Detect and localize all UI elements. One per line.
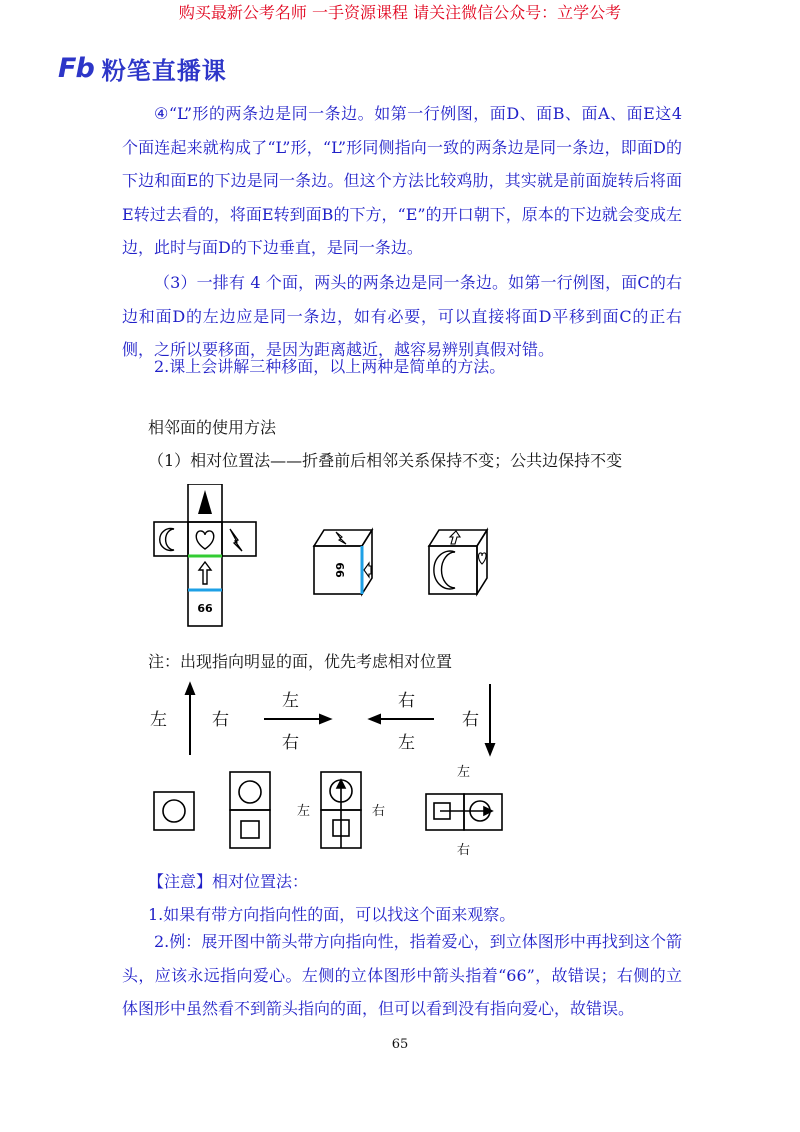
paragraph-row-of-four: （3）一排有 4 个面，两头的两条边是同一条边。如第一行例图，面C的右边和面D的左边应是同一条边，如有必要，可以直接将面D平移到面C的正右侧，之所以要移面，是因为距离越近，越容易辨别真假对错。 <box>122 273 682 359</box>
label-left-2: 左 <box>282 691 299 711</box>
cube-left-label: 66 <box>333 562 346 578</box>
attention-item-2: 2.例：展开图中箭头带方向指向性，指着爱心，到立体图形中再找到这个箭头，应该永远指向爱心。左侧的立体图形中箭头指着“66”，故错误；右侧的立体图形中虽然看不到箭头指向的面，但可以看到没有指向爱心，故错误。 <box>122 932 682 1018</box>
attention-item-1: 1.如果有带方向指向性的面，可以找这个面来观察。 <box>148 905 516 924</box>
label-right-5: 右 <box>372 804 386 819</box>
cube-left-arrow-icon <box>364 563 371 577</box>
cube-net-figure <box>150 484 510 634</box>
label-right-3: 右 <box>398 691 415 711</box>
cube-right-arrow-icon <box>450 531 460 544</box>
label-left-5: 左 <box>457 765 471 780</box>
note-line: 注：出现指向明显的面，优先考虑相对位置 <box>148 652 453 671</box>
promo-banner: 购买最新公考名师 一手资源课程 请关注微信公众号：立学公考 <box>178 3 622 22</box>
label-right-6: 右 <box>457 843 471 858</box>
section-subtitle: （1）相对位置法——折叠前后相邻关系保持不变；公共边保持不变 <box>148 451 623 470</box>
section-title: 相邻面的使用方法 <box>148 418 277 437</box>
label-left-4: 左 <box>297 804 311 819</box>
relative-position-figure <box>140 760 520 860</box>
moon-icon <box>160 529 174 551</box>
cube-right <box>429 530 487 594</box>
up-arrow-icon <box>199 562 211 584</box>
brand-logo <box>58 52 227 84</box>
label-left-3: 左 <box>398 733 415 753</box>
cube-left-lightning-icon <box>336 532 346 544</box>
paragraph-l-shape: ④“L”形的两条边是同一条边。如第一行例图，面D、面B、面A、面E这4 个面连起来就构成了“L”形，“L”形同侧指向一致的两条边是同一条边，即面D的下边和面E的下边是同一条边。但这个方法比较鸡肋，其实就是前面旋转后将面E转过去看的，将面E转到面B的下方，“E”的开口朝下，原本的下边就会变成左边，此时与面D的下边垂直，是同一条边。 <box>122 104 682 257</box>
attention-heading: 【注意】相对位置法： <box>148 872 309 891</box>
label-right-4: 右 <box>462 710 479 730</box>
paragraph-move-methods: 2.课上会讲解三种移面，以上两种是简单的方法。 <box>154 357 506 376</box>
label-right-2: 右 <box>282 733 299 753</box>
logo-mark: Fb <box>58 52 94 84</box>
heart-icon <box>196 531 214 549</box>
label-left-1: 左 <box>150 710 167 730</box>
cube-right-moon-icon <box>434 551 455 589</box>
lightning-icon <box>230 529 242 551</box>
cube-right-heart-icon <box>479 553 487 564</box>
logo-text: 粉笔直播课 <box>101 56 227 85</box>
label-right-1: 右 <box>212 710 229 730</box>
direction-arrows-figure <box>140 680 510 760</box>
triangle-icon <box>198 490 212 514</box>
page-number: 65 <box>391 1037 409 1052</box>
net-face-label: 66 <box>197 602 213 615</box>
